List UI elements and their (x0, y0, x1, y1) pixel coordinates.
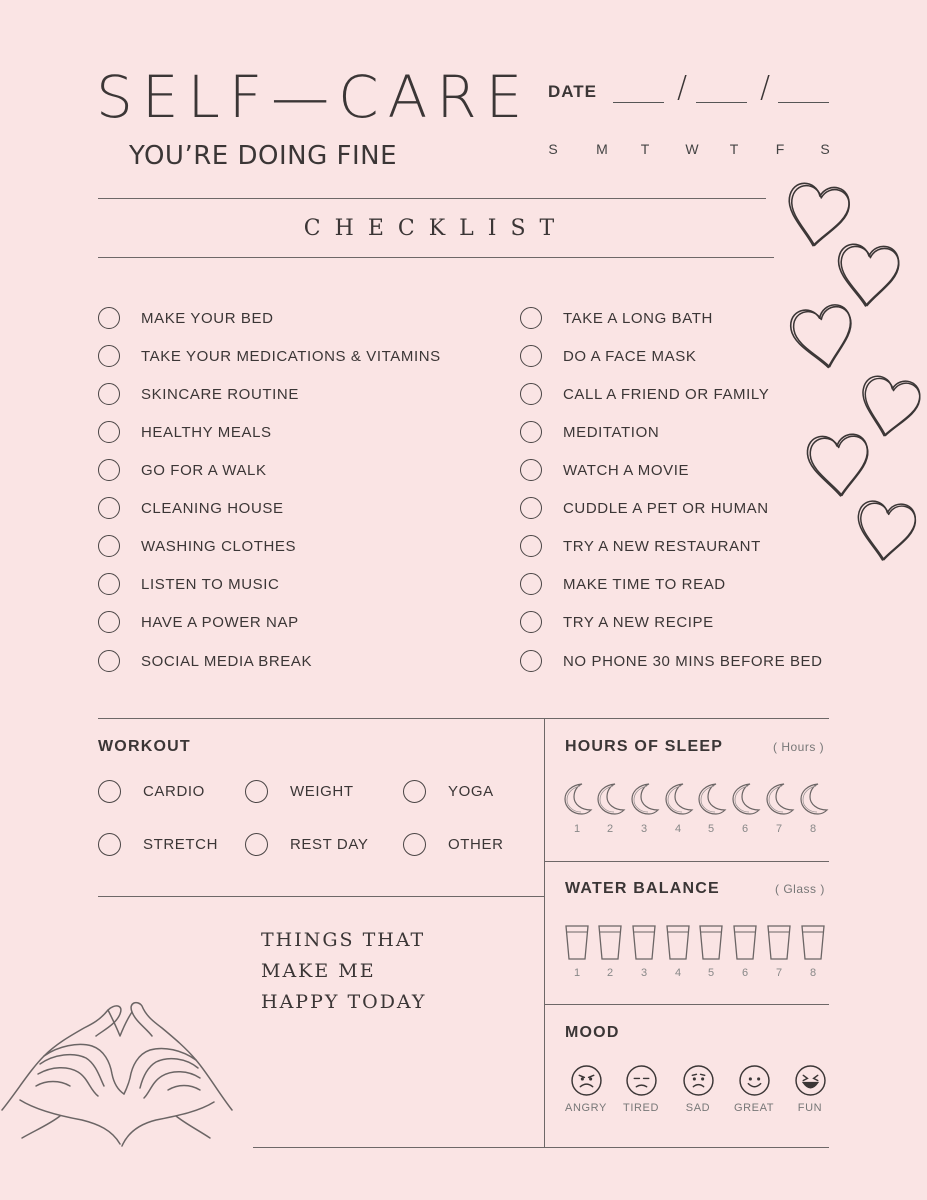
workout-option-label: REST DAY (290, 836, 369, 853)
mood-label: ANGRY (565, 1102, 607, 1114)
workout-option[interactable] (98, 833, 218, 856)
date-label: DATE (548, 82, 598, 101)
checklist-item-label: CALL A FRIEND OR FAMILY (563, 385, 770, 403)
heart-icon (788, 302, 858, 372)
divider (98, 718, 829, 719)
checklist-item[interactable] (520, 497, 769, 519)
checklist-item-label: MEDITATION (563, 423, 660, 441)
mood-title: MOOD (565, 1024, 620, 1041)
checklist-item-label: WATCH A MOVIE (563, 461, 690, 479)
checkbox[interactable] (245, 833, 268, 856)
checklist-item-label: MAKE TIME TO READ (563, 575, 726, 593)
crescent-moon-icon[interactable] (629, 782, 659, 816)
checklist-item-label: HAVE A POWER NAP (141, 613, 299, 631)
water-glass-number: 4 (674, 967, 682, 979)
glass-icon[interactable] (698, 923, 724, 961)
happy-today-heading (261, 925, 426, 1018)
tired-face-icon[interactable] (626, 1065, 657, 1096)
checklist-item-label: SOCIAL MEDIA BREAK (141, 652, 313, 670)
sleep-hour-number: 6 (741, 823, 749, 835)
checklist-item-label: HEALTHY MEALS (141, 423, 272, 441)
checkbox[interactable] (520, 345, 542, 367)
happy-line: THINGS THAT (261, 929, 426, 951)
crescent-moon-icon[interactable] (663, 782, 693, 816)
mood-label: TIRED (623, 1102, 659, 1114)
sleep-title: HOURS OF SLEEP (565, 738, 724, 755)
divider (98, 257, 774, 258)
workout-option[interactable] (98, 780, 205, 803)
checkbox[interactable] (98, 611, 120, 633)
water-glass-number: 7 (775, 967, 783, 979)
divider (544, 718, 545, 1148)
mood-label: FUN (797, 1102, 823, 1114)
glass-icon[interactable] (631, 923, 657, 961)
weekday-1[interactable]: S (548, 141, 558, 157)
checkbox[interactable] (98, 573, 120, 595)
checklist-item-label: WASHING CLOTHES (141, 537, 297, 555)
angry-face-icon[interactable] (571, 1065, 602, 1096)
sleep-hour-number: 3 (640, 823, 648, 835)
weekday-4[interactable]: W (685, 141, 699, 157)
checklist-item-label: TAKE A LONG BATH (563, 309, 713, 327)
sleep-hour-number: 4 (674, 823, 682, 835)
checklist-item[interactable] (98, 421, 272, 443)
checklist-item[interactable] (98, 611, 299, 633)
crescent-moon-icon[interactable] (595, 782, 625, 816)
water-glass-number: 1 (573, 967, 581, 979)
workout-title: WORKOUT (98, 738, 191, 755)
crescent-moon-icon[interactable] (798, 782, 828, 816)
checkbox[interactable] (520, 459, 542, 481)
water-glass-number: 3 (640, 967, 648, 979)
checklist-item[interactable] (520, 650, 823, 672)
water-glass-number: 2 (606, 967, 614, 979)
date-field-day[interactable] (613, 102, 664, 103)
divider (544, 861, 829, 862)
hand-heart-icon (0, 998, 235, 1150)
glass-icon[interactable] (732, 923, 758, 961)
heart-icon (806, 433, 870, 498)
heart-icon (856, 374, 922, 441)
checklist-item[interactable] (98, 383, 299, 405)
workout-option[interactable] (245, 780, 354, 803)
great-face-icon[interactable] (739, 1065, 770, 1096)
sleep-hour-number: 2 (606, 823, 614, 835)
sleep-hour-number: 8 (809, 823, 817, 835)
checkbox[interactable] (520, 497, 542, 519)
checkbox[interactable] (403, 780, 426, 803)
sleep-unit: ( Hours ) (773, 740, 825, 754)
checkbox[interactable] (98, 650, 120, 672)
water-unit: ( Glass ) (775, 882, 825, 896)
workout-option-label: OTHER (448, 836, 504, 853)
checklist-item[interactable] (98, 650, 312, 672)
glass-icon[interactable] (564, 923, 590, 961)
workout-option-label: STRETCH (143, 836, 219, 853)
checklist-title: CHECKLIST (303, 216, 569, 241)
checklist-item[interactable] (520, 345, 696, 367)
divider (98, 896, 544, 897)
checkbox[interactable] (98, 459, 120, 481)
happy-line: MAKE ME (261, 960, 376, 982)
checkbox[interactable] (520, 307, 542, 329)
heart-icon (836, 243, 900, 308)
checklist-item-label: CLEANING HOUSE (141, 499, 284, 517)
checklist-item[interactable] (520, 535, 761, 557)
checklist-item[interactable] (98, 459, 267, 481)
checklist-item-label: CUDDLE A PET OR HUMAN (563, 499, 769, 517)
checkbox[interactable] (520, 650, 542, 672)
sleep-hour-number: 1 (573, 823, 581, 835)
mood-label: SAD (685, 1102, 711, 1114)
checkbox[interactable] (520, 383, 542, 405)
water-glass-number: 6 (741, 967, 749, 979)
checklist-item[interactable] (98, 497, 284, 519)
checkbox[interactable] (98, 833, 121, 856)
checkbox[interactable] (403, 833, 426, 856)
workout-option-label: WEIGHT (290, 783, 354, 800)
hearts-decoration (780, 180, 927, 580)
checkbox[interactable] (520, 421, 542, 443)
weekday-5[interactable]: T (729, 141, 739, 157)
checklist-item[interactable] (98, 307, 274, 329)
checklist-item[interactable] (98, 573, 279, 595)
checkbox[interactable] (98, 421, 120, 443)
workout-option[interactable] (245, 833, 368, 856)
checkbox[interactable] (245, 780, 268, 803)
crescent-moon-icon[interactable] (562, 782, 592, 816)
water-glass-number: 5 (707, 967, 715, 979)
fun-face-icon[interactable] (795, 1065, 826, 1096)
divider (98, 198, 766, 199)
crescent-moon-icon[interactable] (696, 782, 726, 816)
crescent-moon-icon[interactable] (730, 782, 760, 816)
happy-line: HAPPY TODAY (261, 991, 427, 1013)
sleep-hour-number: 5 (707, 823, 715, 835)
happy-notes-area[interactable] (253, 1010, 533, 1140)
glass-icon[interactable] (665, 923, 691, 961)
heart-icon (854, 500, 917, 563)
checklist-item-label: GO FOR A WALK (141, 461, 267, 479)
checklist-item[interactable] (520, 421, 659, 443)
page-title: SELF—CARE (96, 63, 532, 131)
workout-option-label: CARDIO (143, 783, 205, 800)
checklist-item-label: TAKE YOUR MEDICATIONS & VITAMINS (141, 347, 441, 365)
checklist-item-label: MAKE YOUR BED (141, 309, 274, 327)
sleep-hour-number: 7 (775, 823, 783, 835)
checklist-item-label: LISTEN TO MUSIC (141, 575, 280, 593)
checkbox[interactable] (98, 535, 120, 557)
workout-option[interactable] (403, 833, 504, 856)
divider (253, 1147, 829, 1148)
checkbox[interactable] (98, 780, 121, 803)
glass-icon[interactable] (597, 923, 623, 961)
workout-option[interactable] (403, 780, 494, 803)
divider (544, 1004, 829, 1005)
checklist-item-label: SKINCARE ROUTINE (141, 385, 299, 403)
checklist-item[interactable] (98, 535, 296, 557)
checkbox[interactable] (520, 573, 542, 595)
checklist-item[interactable] (520, 307, 713, 329)
checkbox[interactable] (98, 497, 120, 519)
checklist-item[interactable] (520, 573, 726, 595)
checklist-item[interactable] (98, 345, 441, 367)
checkbox[interactable] (98, 307, 120, 329)
weekday-3[interactable]: T (640, 141, 650, 157)
date-separator: / (760, 70, 771, 105)
checklist-item-label: NO PHONE 30 MINS BEFORE BED (563, 652, 823, 670)
checkbox[interactable] (98, 383, 120, 405)
checklist-item[interactable] (520, 611, 714, 633)
checklist-item-label: DO A FACE MASK (563, 347, 697, 365)
date-separator: / (677, 70, 688, 105)
crescent-moon-icon[interactable] (764, 782, 794, 816)
checklist-item[interactable] (520, 459, 689, 481)
glass-icon[interactable] (766, 923, 792, 961)
page-subtitle: YOU’RE DOING FINE (129, 141, 397, 171)
glass-icon[interactable] (800, 923, 826, 961)
water-glass-number: 8 (809, 967, 817, 979)
weekday-7[interactable]: S (820, 141, 830, 157)
water-title: WATER BALANCE (565, 880, 720, 897)
sad-face-icon[interactable] (683, 1065, 714, 1096)
checkbox[interactable] (520, 611, 542, 633)
heart-icon (783, 181, 851, 249)
workout-option-label: YOGA (448, 783, 494, 800)
date-field-month[interactable] (696, 102, 747, 103)
checklist-item-label: TRY A NEW RESTAURANT (563, 537, 761, 555)
mood-label: GREAT (733, 1102, 775, 1114)
checkbox[interactable] (520, 535, 542, 557)
date-field-year[interactable] (778, 102, 829, 103)
weekday-2[interactable]: M (596, 141, 608, 157)
checklist-item-label: TRY A NEW RECIPE (563, 613, 714, 631)
weekday-6[interactable]: F (775, 141, 785, 157)
checkbox[interactable] (98, 345, 120, 367)
checklist-item[interactable] (520, 383, 769, 405)
